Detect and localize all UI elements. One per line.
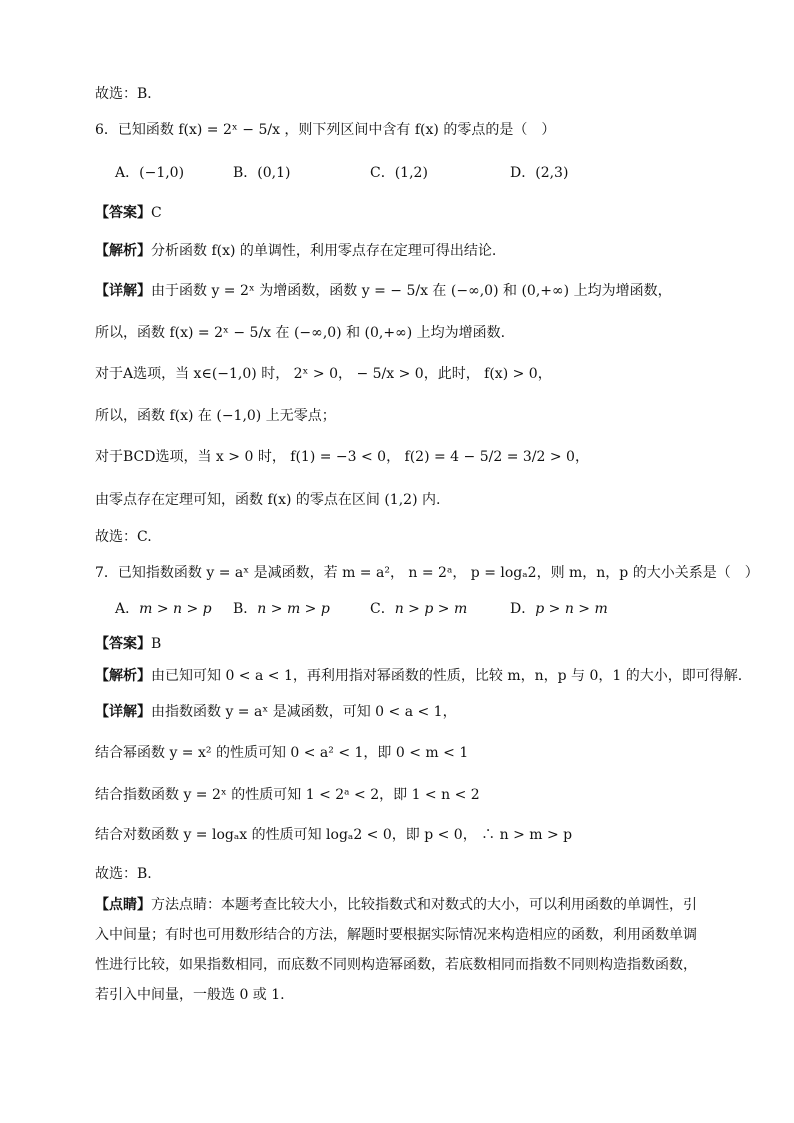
question-7-options — [0, 599, 794, 619]
q6-analysis: 【解析】分析函数 f(x) 的单调性，利用零点存在定理可得出结论. — [95, 243, 497, 259]
q6-option-d: D．(2,3) — [510, 165, 569, 181]
q7-detail: 【详解】由指数函数 y = aˣ 是减函数，可知 0 < a < 1， — [95, 704, 457, 720]
q7-option-b: B．n > m > p — [233, 601, 330, 617]
q6-option-b: B．(0,1) — [233, 165, 291, 181]
q6-detail-line-5: 对于BCD选项，当 x > 0 时， f(1) = −3 < 0， f(2) = 4 − 5/2 = 3/2 > 0， — [95, 449, 589, 465]
q6-detail-line-6: 由零点存在定理可知，函数 f(x) 的零点在区间 (1,2) 内. — [95, 492, 441, 508]
prev-answer-choice: 故选：B． — [95, 86, 162, 102]
q7-analysis: 【解析】由已知可知 0 < a < 1，再利用指对幂函数的性质，比较 m，n，p 与 0，1 的大小，即可得解. — [95, 668, 743, 684]
question-7: 7．已知指数函数 y = aˣ 是减函数，若 m = a²， n = 2ᵃ， p = logₐ2，则 m，n，p 的大小关系是（ ） — [95, 565, 759, 581]
q7-option-a: A．m > n > p — [115, 601, 212, 617]
question-6: 6．已知函数 f(x) = 2ˣ − 5/x ，则下列区间中含有 f(x) 的零点的是（ ） — [95, 122, 556, 138]
q7-answer: 【答案】B — [95, 636, 162, 652]
question-6-options — [0, 163, 794, 183]
q7-option-d: D．p > n > m — [510, 601, 608, 617]
q6-conclusion: 故选：C. — [95, 529, 152, 545]
q7-conclusion: 故选：B. — [95, 866, 152, 882]
q6-detail-line-4: 所以，函数 f(x) 在 (−1,0) 上无零点； — [95, 408, 336, 424]
q7-option-c: C．n > p > m — [370, 601, 468, 617]
q6-option-a: A．(−1,0) — [115, 165, 185, 181]
q6-detail-line-3: 对于A选项，当 x∈(−1,0) 时， 2ˣ > 0， − 5/x > 0，此时， f(x) > 0， — [95, 366, 552, 382]
q7-remark: 【点睛】方法点睛：本题考查比较大小，比较指数式和对数式的大小，可以利用函数的单调性，引入中间量；有时也可用数形结合的方法，解题时要根据实际情况来构造相应的函数，利用函数单调性进行比较，如果指数相同，而底数不同则构造幂函数，若底数相同而指数不同则构造指数函数，若引入中间量，一般选 0 或 1. — [95, 897, 697, 1003]
q6-detail-line-2: 所以，函数 f(x) = 2ˣ − 5/x 在 (−∞,0) 和 (0,+∞) 上均为增函数. — [95, 325, 506, 341]
q6-answer: 【答案】C — [95, 205, 162, 221]
q6-detail: 【详解】由于函数 y = 2ˣ 为增函数，函数 y = − 5/x 在 (−∞,0) 和 (0,+∞) 上均为增函数， — [95, 283, 672, 299]
q7-detail-line-3: 结合指数函数 y = 2ˣ 的性质可知 1 < 2ᵃ < 2，即 1 < n < 2 — [95, 787, 480, 803]
q7-detail-line-4: 结合对数函数 y = logₐx 的性质可知 logₐ2 < 0，即 p < 0， ∴ n > m > p — [95, 827, 573, 843]
q6-option-c: C．(1,2) — [370, 165, 428, 181]
q7-detail-line-2: 结合幂函数 y = x² 的性质可知 0 < a² < 1，即 0 < m < 1 — [95, 745, 469, 761]
